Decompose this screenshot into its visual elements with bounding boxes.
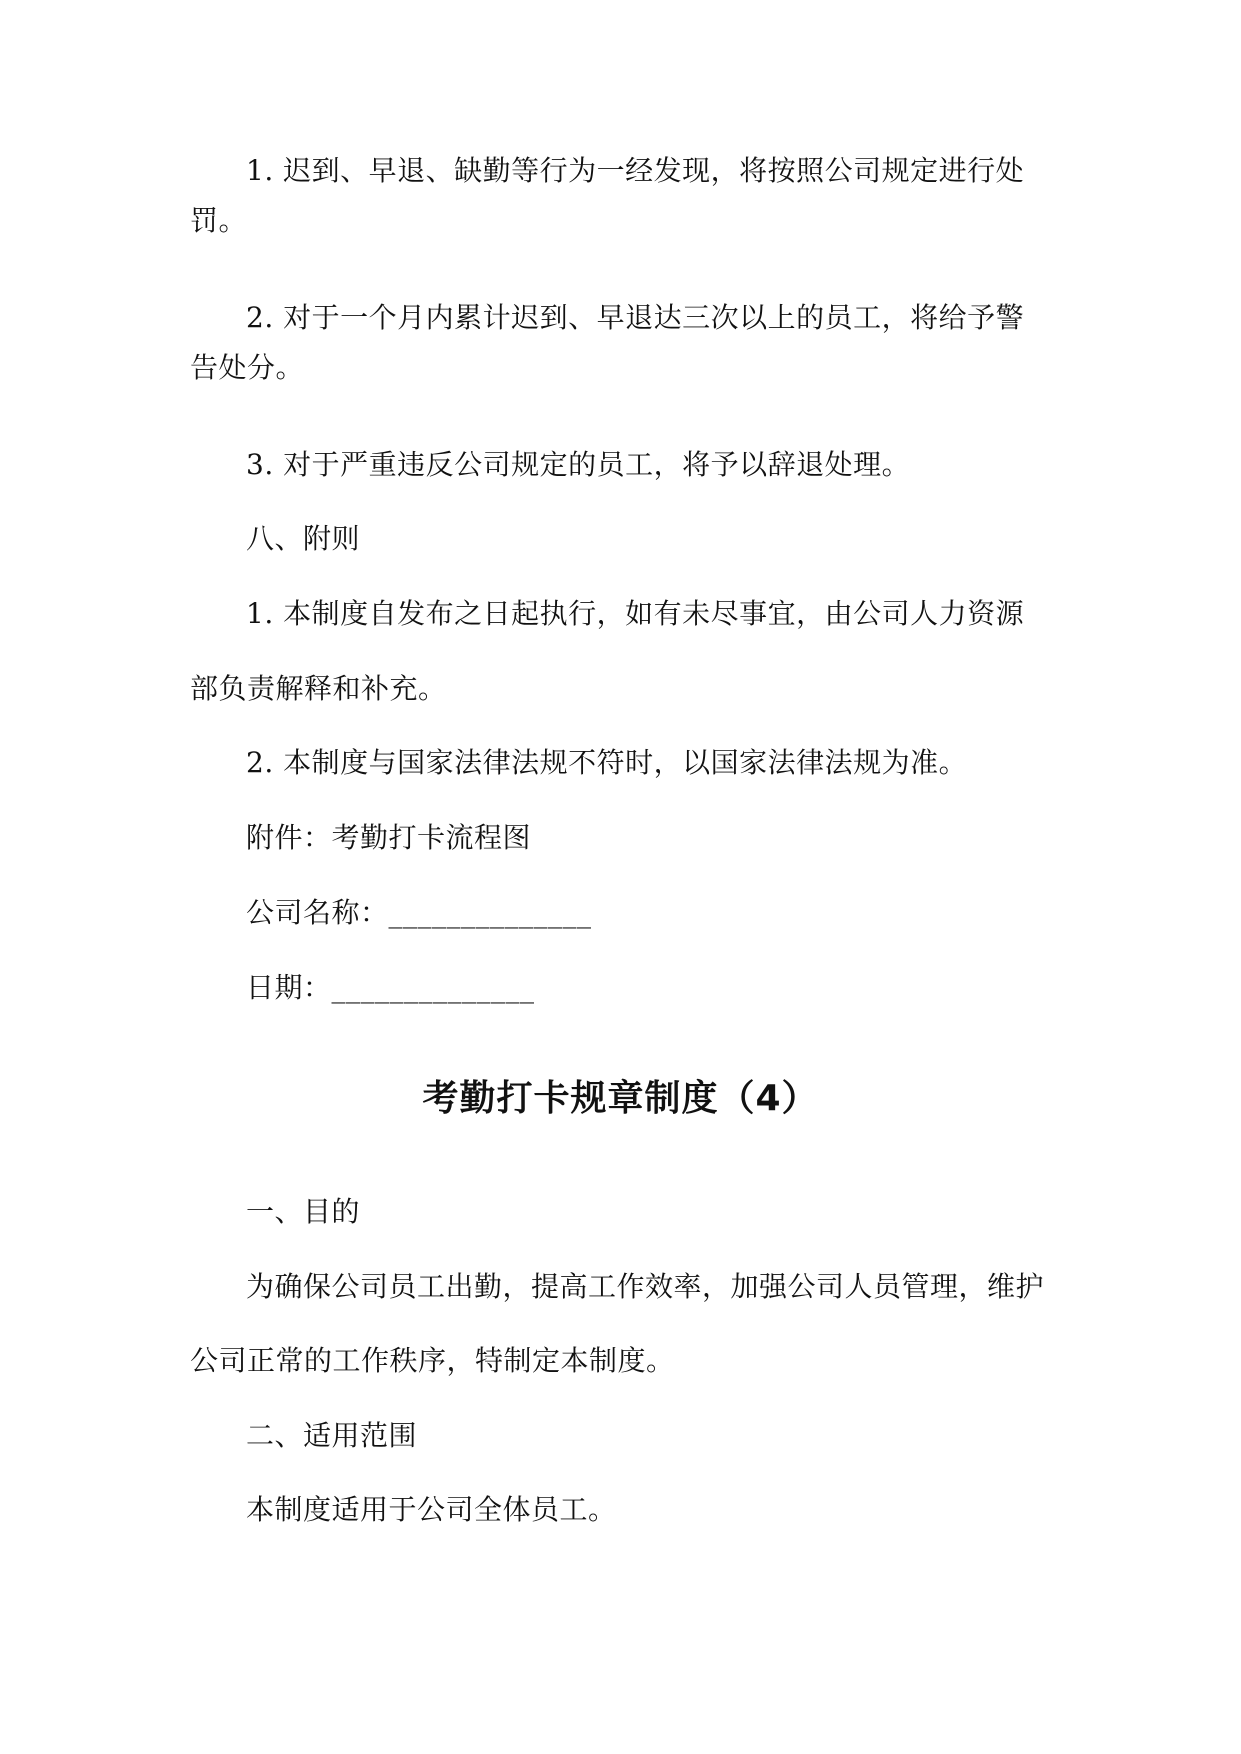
clause-7-1-line2: 罚。 <box>190 204 248 237</box>
attachment-line: 附件：考勤打卡流程图 <box>246 821 532 854</box>
clause-8-1-line2: 部负责解释和补充。 <box>190 672 447 705</box>
company-name-line: 公司名称：______________ <box>246 896 592 929</box>
section-1-body-line2: 公司正常的工作秩序，特制定本制度。 <box>190 1344 675 1377</box>
clause-7-2-line1: 2. 对于一个月内累计迟到、早退达三次以上的员工，将给予警 <box>246 301 1025 334</box>
section-8-heading: 八、附则 <box>246 522 361 555</box>
clause-7-1-line1: 1. 迟到、早退、缺勤等行为一经发现，将按照公司规定进行处 <box>246 154 1025 187</box>
section-2-body: 本制度适用于公司全体员工。 <box>246 1493 617 1526</box>
date-line: 日期：______________ <box>246 971 535 1004</box>
clause-8-2: 2. 本制度与国家法律法规不符时，以国家法律法规为准。 <box>246 746 968 779</box>
document-title: 考勤打卡规章制度（4） <box>422 1078 819 1119</box>
clause-7-3: 3. 对于严重违反公司规定的员工，将予以辞退处理。 <box>246 448 911 481</box>
section-2-heading: 二、适用范围 <box>246 1419 418 1452</box>
section-1-heading: 一、目的 <box>246 1195 361 1228</box>
clause-8-1-line1: 1. 本制度自发布之日起执行，如有未尽事宜，由公司人力资源 <box>246 597 1025 630</box>
section-1-body-line1: 为确保公司员工出勤，提高工作效率，加强公司人员管理，维护 <box>246 1270 1045 1303</box>
clause-7-2-line2: 告处分。 <box>190 351 305 384</box>
